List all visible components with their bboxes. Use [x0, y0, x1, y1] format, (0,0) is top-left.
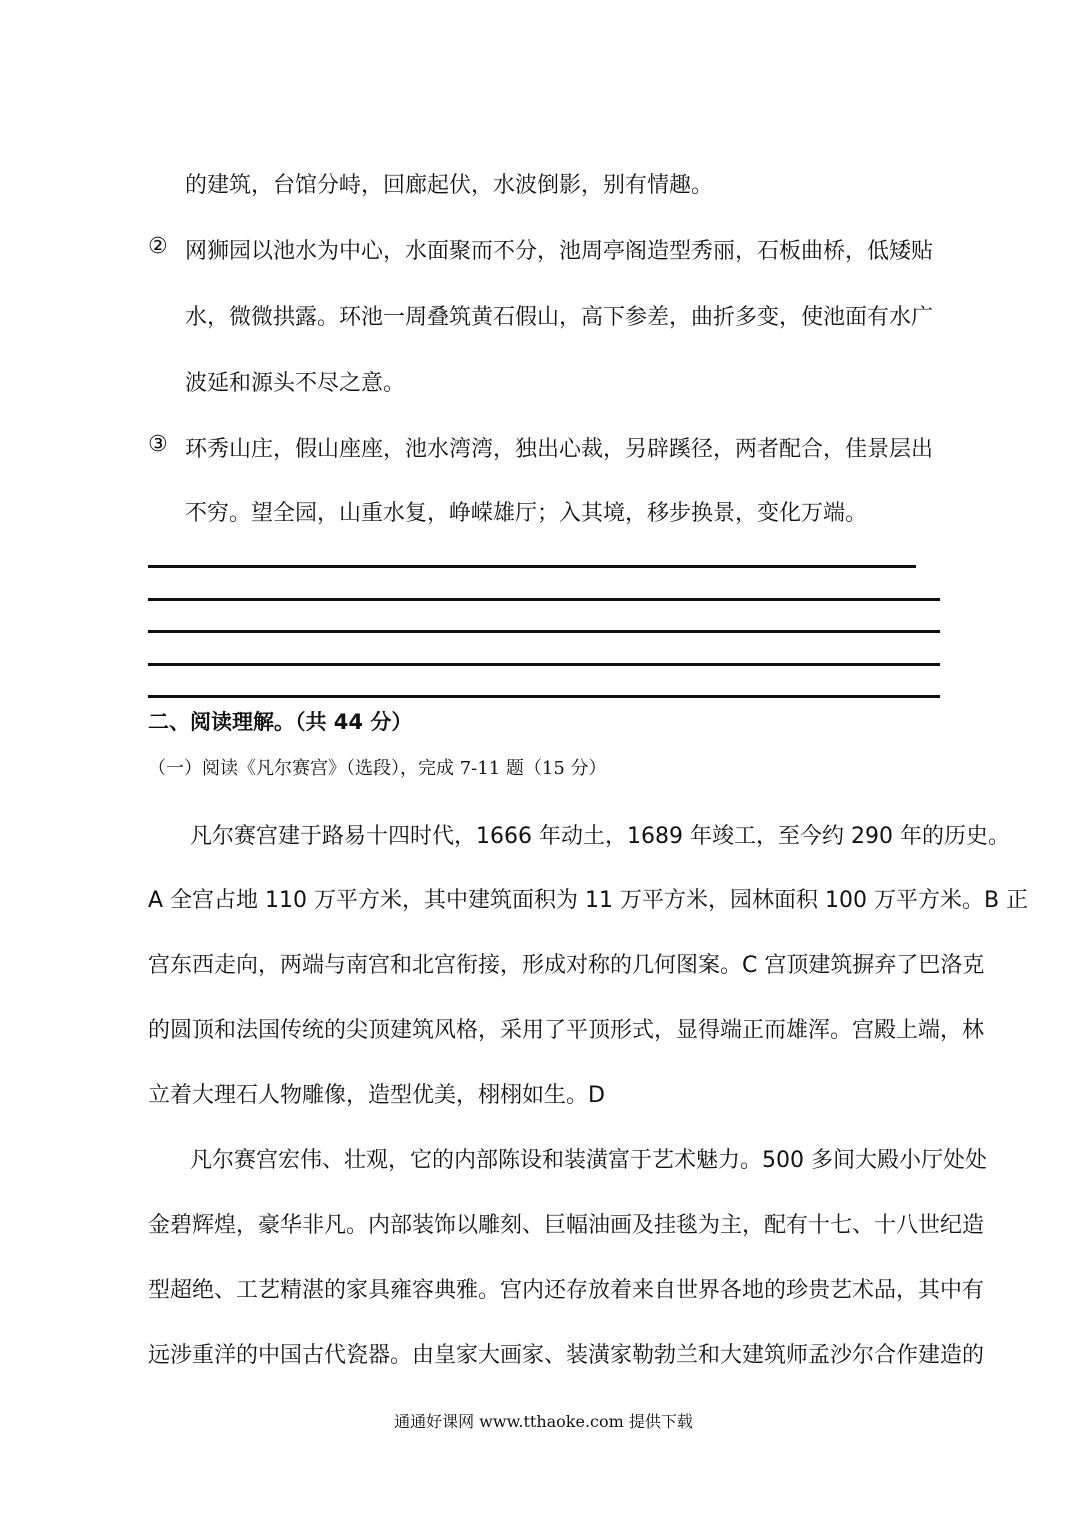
answer-line	[148, 630, 940, 633]
item-2-line-2: 波延和源头不尽之意。	[185, 371, 406, 396]
passage-line-0: 凡尔赛宫建于路易十四时代，1666 年动土，1689 年竣工，至今约 290 年的历史。	[190, 824, 1010, 849]
item-2-marker: ②	[148, 234, 168, 259]
item-2-line-1: 水，微微拱露。环池一周叠筑黄石假山，高下参差，曲折多变，使池面有水广	[185, 305, 934, 330]
passage-line-8: 远涉重洋的中国古代瓷器。由皇家大画家、装潢家勒勃兰和大建筑师孟沙尔合作建造的	[148, 1343, 985, 1368]
passage-line-5: 凡尔赛宫宏伟、壮观，它的内部陈设和装潢富于艺术魅力。500 多间大殿小厅处处	[190, 1148, 987, 1173]
passage-line-6: 金碧辉煌，豪华非凡。内部装饰以雕刻、巨幅油画及挂毯为主，配有十七、十八世纪造	[148, 1213, 985, 1238]
item-2-line-0: 网狮园以池水为中心，水面聚而不分，池周亭阁造型秀丽，石板曲桥，低矮贴	[185, 239, 934, 264]
answer-line	[148, 598, 940, 601]
passage-line-3: 的圆顶和法国传统的尖顶建筑风格，采用了平顶形式，显得端正而雄浑。宫殿上端，林	[148, 1018, 985, 1043]
item-3-line-1: 不穷。望全园，山重水复，峥嵘雄厅；入其境，移步换景，变化万端。	[185, 501, 868, 526]
answer-line	[148, 663, 940, 666]
page-footer: 通通好课网 www.tthaoke.com 提供下载	[394, 1412, 693, 1431]
passage-line-7: 型超绝、工艺精湛的家具雍容典雅。宫内还存放着来自世界各地的珍贵艺术品，其中有	[148, 1278, 985, 1303]
answer-line	[148, 695, 940, 698]
section-subheading: （一）阅读《凡尔赛宫》（选段），完成 7-11 题（15 分）	[148, 758, 607, 779]
item-3-line-0: 环秀山庄，假山座座，池水湾湾，独出心裁，另辟蹊径，两者配合，佳景层出	[185, 437, 934, 462]
passage-line-2: 宫东西走向，两端与南宫和北宫衔接，形成对称的几何图案。C 宫顶建筑摒弃了巴洛克	[148, 953, 985, 978]
intro-line-0: 的建筑，台馆分峙，回廊起伏，水波倒影，别有情趣。	[185, 173, 714, 198]
passage-line-1: A 全宫占地 110 万平方米，其中建筑面积为 11 万平方米，园林面积 100 万平方米。B 正	[148, 888, 1029, 913]
item-3-marker: ③	[148, 432, 168, 457]
passage-line-4: 立着大理石人物雕像，造型优美，栩栩如生。D	[148, 1083, 605, 1108]
section-heading: 二、阅读理解。（共 44 分）	[148, 710, 413, 734]
answer-line	[148, 565, 916, 568]
